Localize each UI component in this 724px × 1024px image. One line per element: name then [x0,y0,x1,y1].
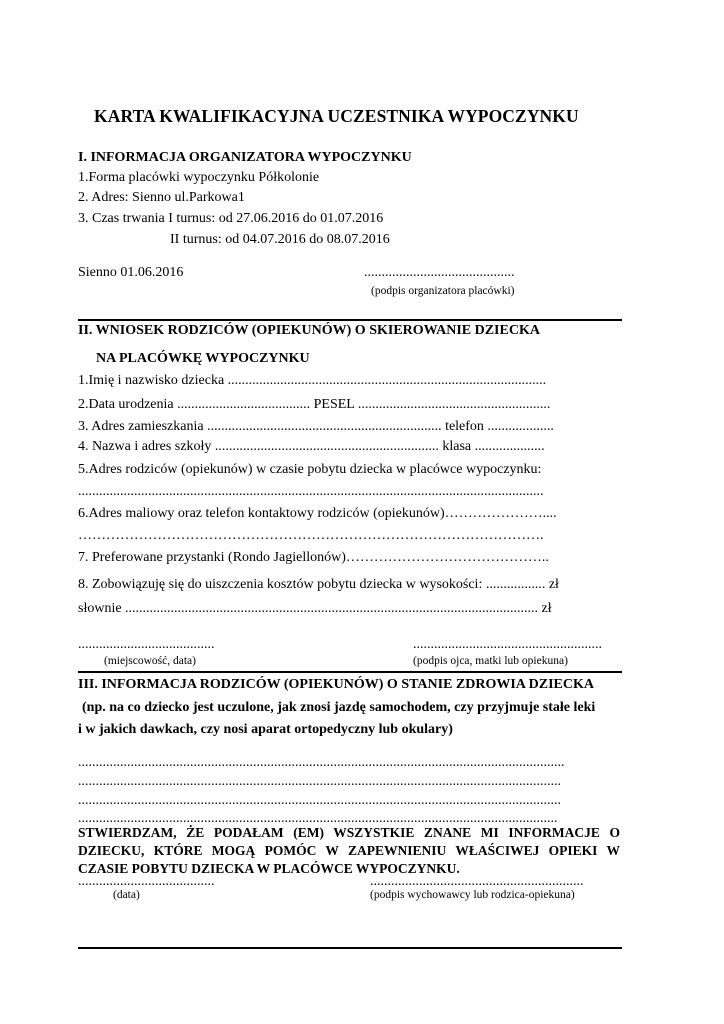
date-signature-line: ....................................... [78,874,215,889]
section-1-line: 3. Czas trwania I turnus: od 27.06.2016 do 01.07.2016 [78,211,384,226]
section-2-heading: II. WNIOSEK RODZICÓW (OPIEKUNÓW) O SKIEROWANIE DZIECKA [78,323,540,338]
email-phone-field: 6.Adres maliowy oraz telefon kontaktowy rodziców (opiekunów)………………….... [78,506,557,521]
birth-date-pesel-field: 2.Data urodzenia ...................................... PESEL ....................................................... [78,397,551,412]
place-date-caption: (miejscowość, data) [104,655,196,667]
place-date-signature-line: ....................................... [78,637,215,652]
section-1-line: 1.Forma placówki wypoczynku Półkolonie [78,170,320,185]
health-info-line: .......................................................................................................................................... [78,774,561,789]
divider [78,947,622,949]
email-phone-field-continued: ………………………………………………………………………………………. [78,528,544,543]
organizer-signature-line: ........................................... [364,265,515,280]
divider [78,671,622,673]
health-info-line: .......................................................................................................................................... [78,793,561,808]
section-3-subheading: (np. na co dziecko jest uczulone, jak znosi jazdę samochodem, czy przyjmuje stałe leki [82,700,596,715]
parents-address-label: 5.Adres rodziców (opiekunów) w czasie pobytu dziecka w placówce wypoczynku: [78,462,542,477]
school-class-field: 4. Nazwa i adres szkoły ................................................................ klasa .................... [78,439,545,454]
address-phone-field: 3. Adres zamieszkania ................................................................... telefon ................... [78,419,554,434]
document-title: KARTA KWALIFIKACYJNA UCZESTNIKA WYPOCZYNKU [94,106,579,126]
section-2-heading-continued: NA PLACÓWKĘ WYPOCZYNKU [96,351,310,366]
section-1-line: II turnus: od 04.07.2016 do 08.07.2016 [170,232,390,247]
divider [78,319,622,321]
section-1-line: 2. Adres: Sienno ul.Parkowa1 [78,190,245,205]
parent-signature-caption: (podpis ojca, matki lub opiekuna) [413,655,568,667]
date-caption: (data) [113,889,140,901]
section-3-heading: III. INFORMACJA RODZICÓW (OPIEKUNÓW) O STANIE ZDROWIA DZIECKA [78,677,594,692]
section-1-heading: I. INFORMACJA ORGANIZATORA WYPOCZYNKU [78,150,412,165]
guardian-signature-caption: (podpis wychowawcy lub rodzica-opiekuna) [370,889,575,901]
organizer-signature-caption: (podpis organizatora placówki) [371,285,515,297]
health-info-line: ........................................................................................................................................... [78,755,565,770]
parent-signature-line: ...................................................... [413,637,602,652]
child-name-field: 1.Imię i nazwisko dziecka ........................................................................................... [78,373,547,388]
parents-address-field: ..................................................................................................................................... [78,484,544,499]
preferred-stops-field: 7. Preferowane przystanki (Rondo Jagiellonów)…………………………………….. [78,550,549,565]
section-3-subheading-continued: i w jakich dawkach, czy nosi aparat ortopedyczny lub okulary) [78,722,453,737]
cost-commitment-field: 8. Zobowiązuję się do uiszczenia kosztów pobytu dziecka w wysokości: ................. zł [78,577,559,592]
health-info-line: ......................................................................................................................................... [78,811,558,826]
guardian-signature-line: ............................................................. [370,874,584,889]
amount-in-words-field: słownie ...................................................................................................................... zł [78,601,552,616]
declaration-statement: STWIERDZAM, ŻE PODAŁAM (EM) WSZYSTKIE ZNANE MI INFORMACJE O DZIECKU, KTÓRE MOGĄ POMÓC W ZAPEWNIENIU WŁAŚCIWEJ OPIEKI W CZASIE POBYTU DZIECKA W PLACÓWCE WYPOCZYNKU. [78,825,620,876]
place-date: Sienno 01.06.2016 [78,265,184,280]
